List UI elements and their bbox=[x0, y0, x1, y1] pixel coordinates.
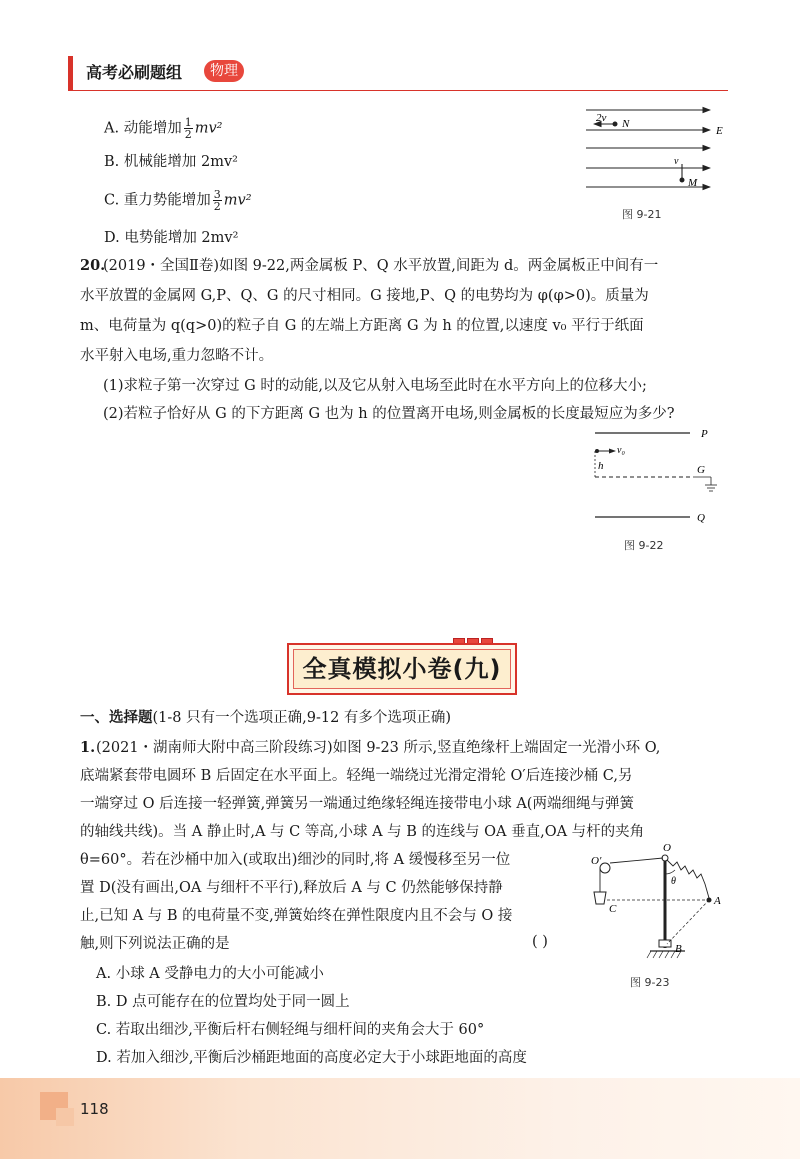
q1-line-4: 的轴线共线)。当 A 静止时,A 与 C 等高,小球 A 与 B 的连线与 OA 垂直,OA 与杆的夹角 bbox=[80, 824, 645, 840]
label-v: v bbox=[674, 156, 679, 167]
figure-9-21-caption: 图 9-21 bbox=[622, 208, 662, 221]
book-title: 高考必刷题组 bbox=[86, 63, 183, 82]
q20-subquestion-2: (2)若粒子恰好从 G 的下方距离 G 也为 h 的位置离开电场,则金属板的长度最短应为多少? bbox=[103, 406, 675, 422]
section-title-box bbox=[287, 643, 517, 695]
label-2v: 2v bbox=[596, 112, 607, 124]
q1-number: 1. bbox=[80, 739, 96, 756]
q1-option-d: D. 若加入细沙,平衡后沙桶距地面的高度必定大于小球距地面的高度 bbox=[96, 1050, 527, 1066]
part-heading: 一、选择题(1-8 只有一个选项正确,9-12 有多个选项正确) bbox=[80, 709, 452, 726]
q1-line-7: 止,已知 A 与 B 的电荷量不变,弹簧始终在弹性限度内且不会与 O 接 bbox=[80, 908, 513, 924]
figure-9-21-diagram bbox=[580, 100, 730, 200]
page-number: 118 bbox=[80, 1100, 109, 1118]
q1-option-a: A. 小球 A 受静电力的大小可能减小 bbox=[96, 966, 324, 982]
q1-line-8: 触,则下列说法正确的是 bbox=[80, 936, 230, 952]
label-O: O bbox=[663, 842, 671, 854]
q20-line-4: 水平射入电场,重力忽略不计。 bbox=[80, 348, 274, 364]
footer-deco-block-small bbox=[56, 1108, 74, 1126]
q20-line-1: (2019・全国Ⅱ卷)如图 9-22,两金属板 P、Q 水平放置,间距为 d。两金属板正中间有一 bbox=[103, 258, 659, 274]
label-O-prime: O′ bbox=[591, 855, 602, 867]
q19-option-d: D. 电势能增加 2mv² bbox=[104, 230, 239, 246]
label-P: P bbox=[701, 428, 708, 440]
q19-option-c: C. 重力势能增加 $\frac{3}{2}$ mv² bbox=[104, 188, 252, 213]
header-accent-bar bbox=[68, 56, 73, 90]
label-C: C bbox=[609, 903, 617, 915]
figure-9-23-diagram bbox=[585, 840, 735, 970]
q20-number: 20. bbox=[80, 257, 106, 274]
label-N: N bbox=[622, 118, 630, 130]
label-A: A bbox=[714, 895, 721, 907]
q1-option-c: C. 若取出细沙,平衡后杆右侧轻绳与细杆间的夹角会大于 60° bbox=[96, 1022, 485, 1038]
fraction-half: $\frac{1}{2}$ bbox=[184, 116, 192, 141]
label-E: E bbox=[716, 125, 723, 137]
label-G: G bbox=[697, 464, 705, 476]
header-divider bbox=[68, 90, 728, 91]
answer-bracket: ( ) bbox=[532, 934, 548, 950]
subject-badge: 物理 bbox=[204, 60, 244, 82]
q20-line-3: m、电荷量为 q(q>0)的粒子自 G 的左端上方距离 G 为 h 的位置,以速度 v₀ 平行于纸面 bbox=[80, 318, 644, 334]
label-h: h bbox=[598, 460, 604, 472]
q1-line-6: 置 D(没有画出,OA 与细杆不平行),释放后 A 与 C 仍然能够保持静 bbox=[80, 880, 503, 896]
fraction-three-halves: $\frac{3}{2}$ bbox=[213, 188, 221, 213]
q1-line-3: 一端穿过 O 后连接一轻弹簧,弹簧另一端通过绝缘轻绳连接带电小球 A(两端细绳与弹簧 bbox=[80, 796, 634, 812]
figure-9-22-caption: 图 9-22 bbox=[624, 539, 664, 552]
q20-subquestion-1: (1)求粒子第一次穿过 G 时的动能,以及它从射入电场至此时在水平方向上的位移大小; bbox=[103, 378, 647, 394]
label-M: M bbox=[688, 177, 698, 189]
q1-line-2: 底端紧套带电圆环 B 后固定在水平面上。轻绳一端绕过光滑定滑轮 O′后连接沙桶 C,另 bbox=[80, 768, 633, 784]
section-title: 全真模拟小卷(九) bbox=[293, 649, 511, 689]
label-Q: Q bbox=[697, 512, 705, 524]
footer-band bbox=[0, 1078, 800, 1159]
label-B: B bbox=[675, 943, 682, 955]
figure-9-22-diagram bbox=[585, 425, 735, 530]
q1-option-b: B. D 点可能存在的位置均处于同一圆上 bbox=[96, 994, 350, 1010]
q20-line-2: 水平放置的金属网 G,P、Q、G 的尺寸相同。G 接地,P、Q 的电势均为 φ(φ>0)。质量为 bbox=[80, 288, 649, 304]
label-theta: θ bbox=[671, 876, 676, 887]
q19-option-b: B. 机械能增加 2mv² bbox=[104, 154, 238, 170]
q1-line-1: (2021・湖南师大附中高三阶段练习)如图 9-23 所示,竖直绝缘杆上端固定一光滑小环 O, bbox=[96, 740, 661, 756]
figure-9-23-caption: 图 9-23 bbox=[630, 976, 670, 989]
q19-option-a: A. 动能增加 $\frac{1}{2}$ mv² bbox=[104, 116, 223, 141]
label-v0: v₀ bbox=[617, 445, 625, 456]
q1-line-5: θ=60°。若在沙桶中加入(或取出)细沙的同时,将 A 缓慢移至另一位 bbox=[80, 852, 511, 868]
